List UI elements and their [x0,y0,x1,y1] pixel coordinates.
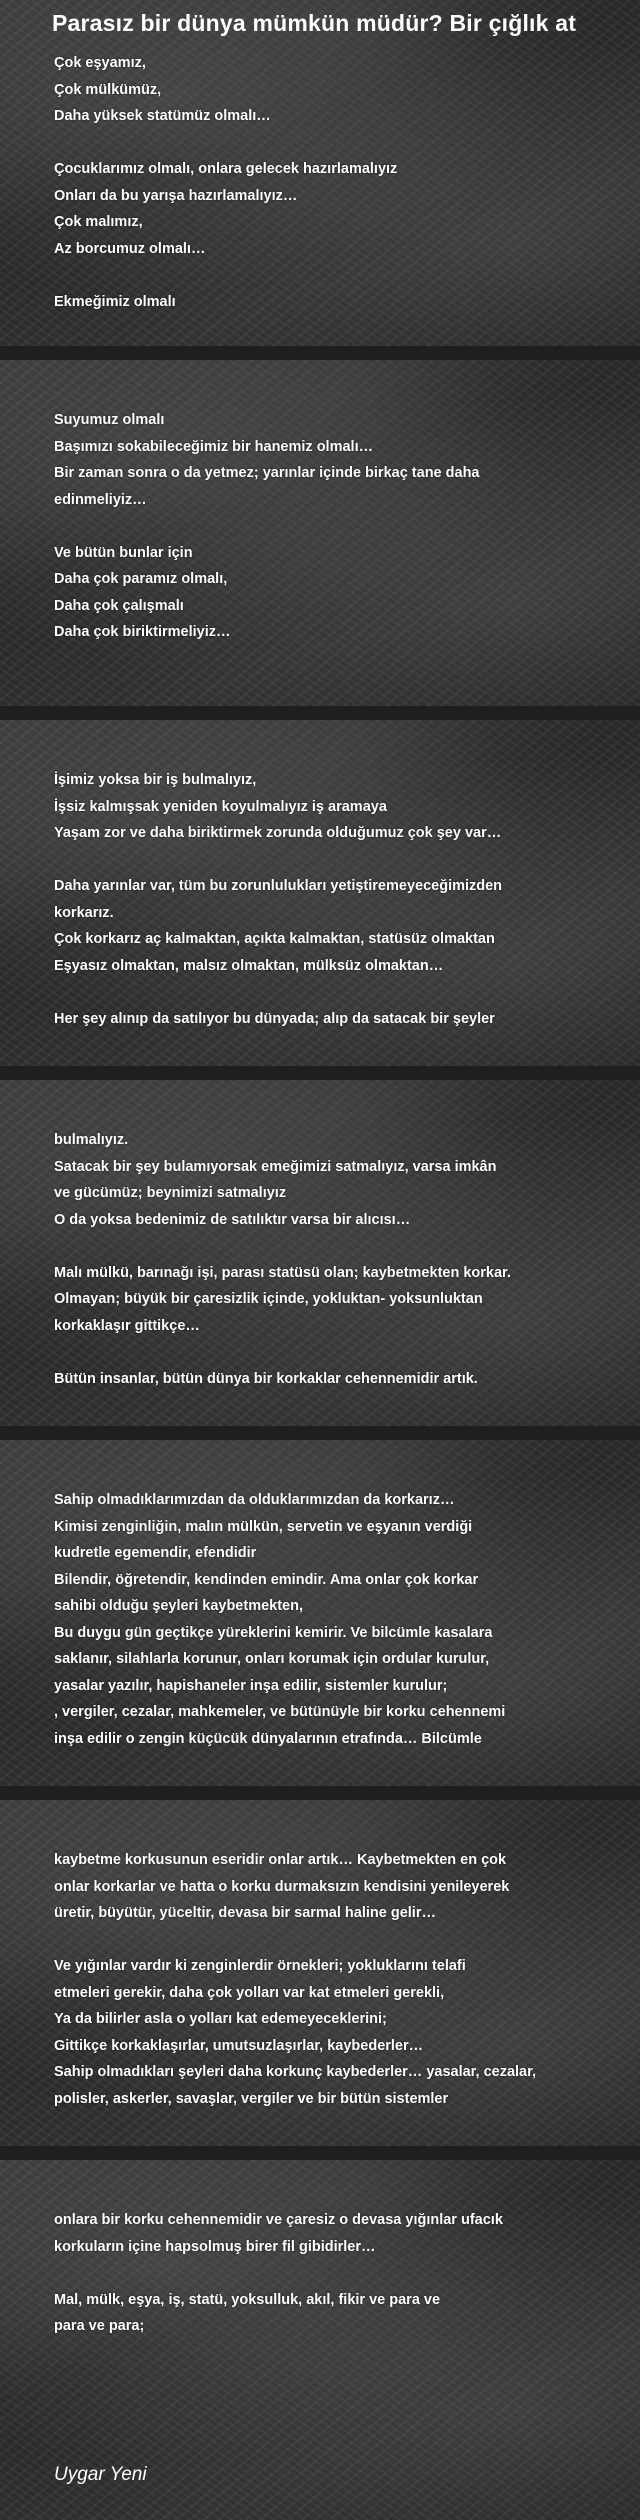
poem-panel-1 [0,0,640,346]
poem-line: Az borcumuz olmalı… [54,240,206,257]
poem-line: Bilendir, öğretendir, kendinden emindir. Ama onlar çok korkar [54,1571,479,1588]
poem-line: Bütün insanlar, bütün dünya bir korkaklar cehennemidir artık. [54,1370,478,1387]
poem-line [54,130,614,157]
poem-line: Gittikçe korkaklaşırlar, umutsuzlaşırlar, kaybederler… [54,2037,424,2054]
poem-line: O da yoksa bedenimiz de satılıktır varsa bir alıcısı… [54,1211,411,1228]
poem-line: korkaklaşır gittikçe… [54,1317,200,1334]
poem-panel-3 [0,720,640,1066]
poem-title: Parasız bir dünya mümkün müdür? Bir çığlık at [52,10,577,36]
poem-line [54,979,614,1006]
poem-line: polisler, askerler, savaşlar, vergiler ve bir bütün sistemler [54,2090,449,2107]
poem-line: bulmalıyız. [54,1132,129,1148]
poem-line [54,513,614,540]
poem-line: etmeleri gerekir, daha çok yolları var kat etmeleri gerekli, [54,1984,445,2001]
poem-line: Daha çok biriktirmeliyiz… [54,624,231,640]
poem-line: Onları da bu yarışa hazırlamalıyız… [54,187,298,204]
poem-line: Olmayan; büyük bir çaresizlik içinde, yokluktan- yoksunluktan [54,1291,483,1307]
poem-line: Daha çok paramız olmalı, [54,571,228,587]
poem-panel-4 [0,1080,640,1426]
poem-line: Çocuklarımız olmalı, onlara gelecek hazırlamalıyız [54,161,398,177]
poem-line: Başımızı sokabileceğimiz bir hanemiz olmalı… [54,438,374,455]
poem-line [54,262,614,289]
poem-line: Bir zaman sonra o da yetmez; yarınlar içinde birkaç tane daha [54,465,480,481]
poem-line: Daha çok çalışmalı [54,597,184,614]
poem-panel-5 [0,1440,640,1786]
poem-line: Satacak bir şey bulamıyorsak emeğimizi satmalıyız, varsa imkân [54,1158,497,1175]
poem-panel-text [54,407,614,646]
poem-line [54,847,614,874]
poem-line: onlara bir korku cehennemidir ve çaresiz o devasa yığınlar ufacık [54,2212,503,2228]
poem-panel-7 [0,2160,640,2520]
poem-panel-text [54,2207,614,2340]
poem-line: korkuların içine hapsolmuş birer fil gibidirler… [54,2238,376,2255]
poem-line: Daha yüksek statümüz olmalı… [54,108,271,124]
poem-panel-text [54,767,614,1032]
poem-line: İşsiz kalmışsak yeniden koyulmalıyız iş aramaya [54,798,387,815]
poem-panel-6 [0,1800,640,2146]
poem-panel-text [54,1127,614,1392]
poem-line: Mal, mülk, eşya, iş, statü, yoksulluk, akıl, fikir ve para ve [54,2291,441,2308]
poem-line: Çok mülkümüz, [54,81,162,98]
poem-line: Eşyasız olmaktan, malsız olmaktan, mülksüz olmaktan… [54,957,444,974]
poem-line: inşa edilir o zengin küçücük dünyalarının etrafında… Bilcümle [54,1730,482,1747]
poem-line: Malı mülkü, barınağı işi, parası statüsü olan; kaybetmekten korkar. [54,1264,511,1281]
poem-panel-2 [0,360,640,706]
poem-line: Suyumuz olmalı [54,412,165,428]
poem-line: yasalar yazılır, hapishaneler inşa edilir, sistemler kurulur; [54,1677,448,1694]
poem-line: Sahip olmadıklarımızdan da olduklarımızdan da korkarız… [54,1492,455,1508]
poem-line: Ve yığınlar vardır ki zenginlerdir örnekleri; yokluklarını telafi [54,1958,466,1974]
poem-line: Çok malımız, [54,214,143,230]
poem-line: kaybetme korkusunun eseridir onlar artık… Kaybetmekten en çok [54,1852,507,1868]
poem-line: Çok eşyamız, [54,55,146,71]
poem-line: Ve bütün bunlar için [54,544,193,561]
poem-line: , vergiler, cezalar, mahkemeler, ve bütünüyle bir korku cehennemi [54,1704,506,1720]
poem-line: Bu duygu gün geçtikçe yüreklerini kemirir. Ve bilcümle kasalara [54,1624,493,1641]
poem-line: Kimisi zenginliğin, malın mülkün, servetin ve eşyanın verdiği [54,1518,473,1535]
poem-panel-text [54,1487,614,1752]
poem-line: korkarız. [54,904,114,921]
poem-line [54,1233,614,1260]
poem-line: Daha yarınlar var, tüm bu zorunlulukları yetiştiremeyeceğimizden [54,878,503,894]
poem-line: Ya da bilirler asla o yolları kat edemeyeceklerini; [54,2011,387,2027]
poem-line: Her şey alınıp da satılıyor bu dünyada; alıp da satacak bir şeyler [54,1010,495,1027]
poem-line: onlar korkarlar ve hatta o korku durmaksızın kendisini yenileyerek [54,1878,510,1895]
poem-line: Sahip olmadıkları şeyleri daha korkunç kaybederler… yasalar, cezalar, [54,2064,536,2080]
poem-line [54,1927,614,1954]
poem-line: kudretle egemendir, efendidir [54,1545,257,1561]
poem-author: Uygar Yeni [54,2464,147,2485]
poem-panel-text [54,1847,614,2112]
poem-line: Yaşam zor ve daha biriktirmek zorunda olduğumuz çok şey var… [54,825,502,841]
poem-line: saklanır, silahlarla korunur, onları korumak için ordular kurulur, [54,1651,490,1667]
poem-line: üretir, büyütür, yüceltir, devasa bir sarmal haline gelir… [54,1905,436,1921]
poem-line: Çok korkarız aç kalmaktan, açıkta kalmaktan, statüsüz olmaktan [54,931,495,947]
poem-line [54,2260,614,2287]
poem-line: ve gücümüz; beynimizi satmalıyız [54,1185,287,1201]
poem-line: İşimiz yoksa bir iş bulmalıyız, [54,772,257,788]
poem-line: para ve para; [54,2318,145,2334]
poem-line: edinmeliyiz… [54,491,147,508]
poem-line: sahibi olduğu şeyleri kaybetmekten, [54,1598,303,1614]
poem-line [54,1339,614,1366]
poem-panel-text [54,50,614,315]
poem-line: Ekmeğimiz olmalı [54,293,176,310]
